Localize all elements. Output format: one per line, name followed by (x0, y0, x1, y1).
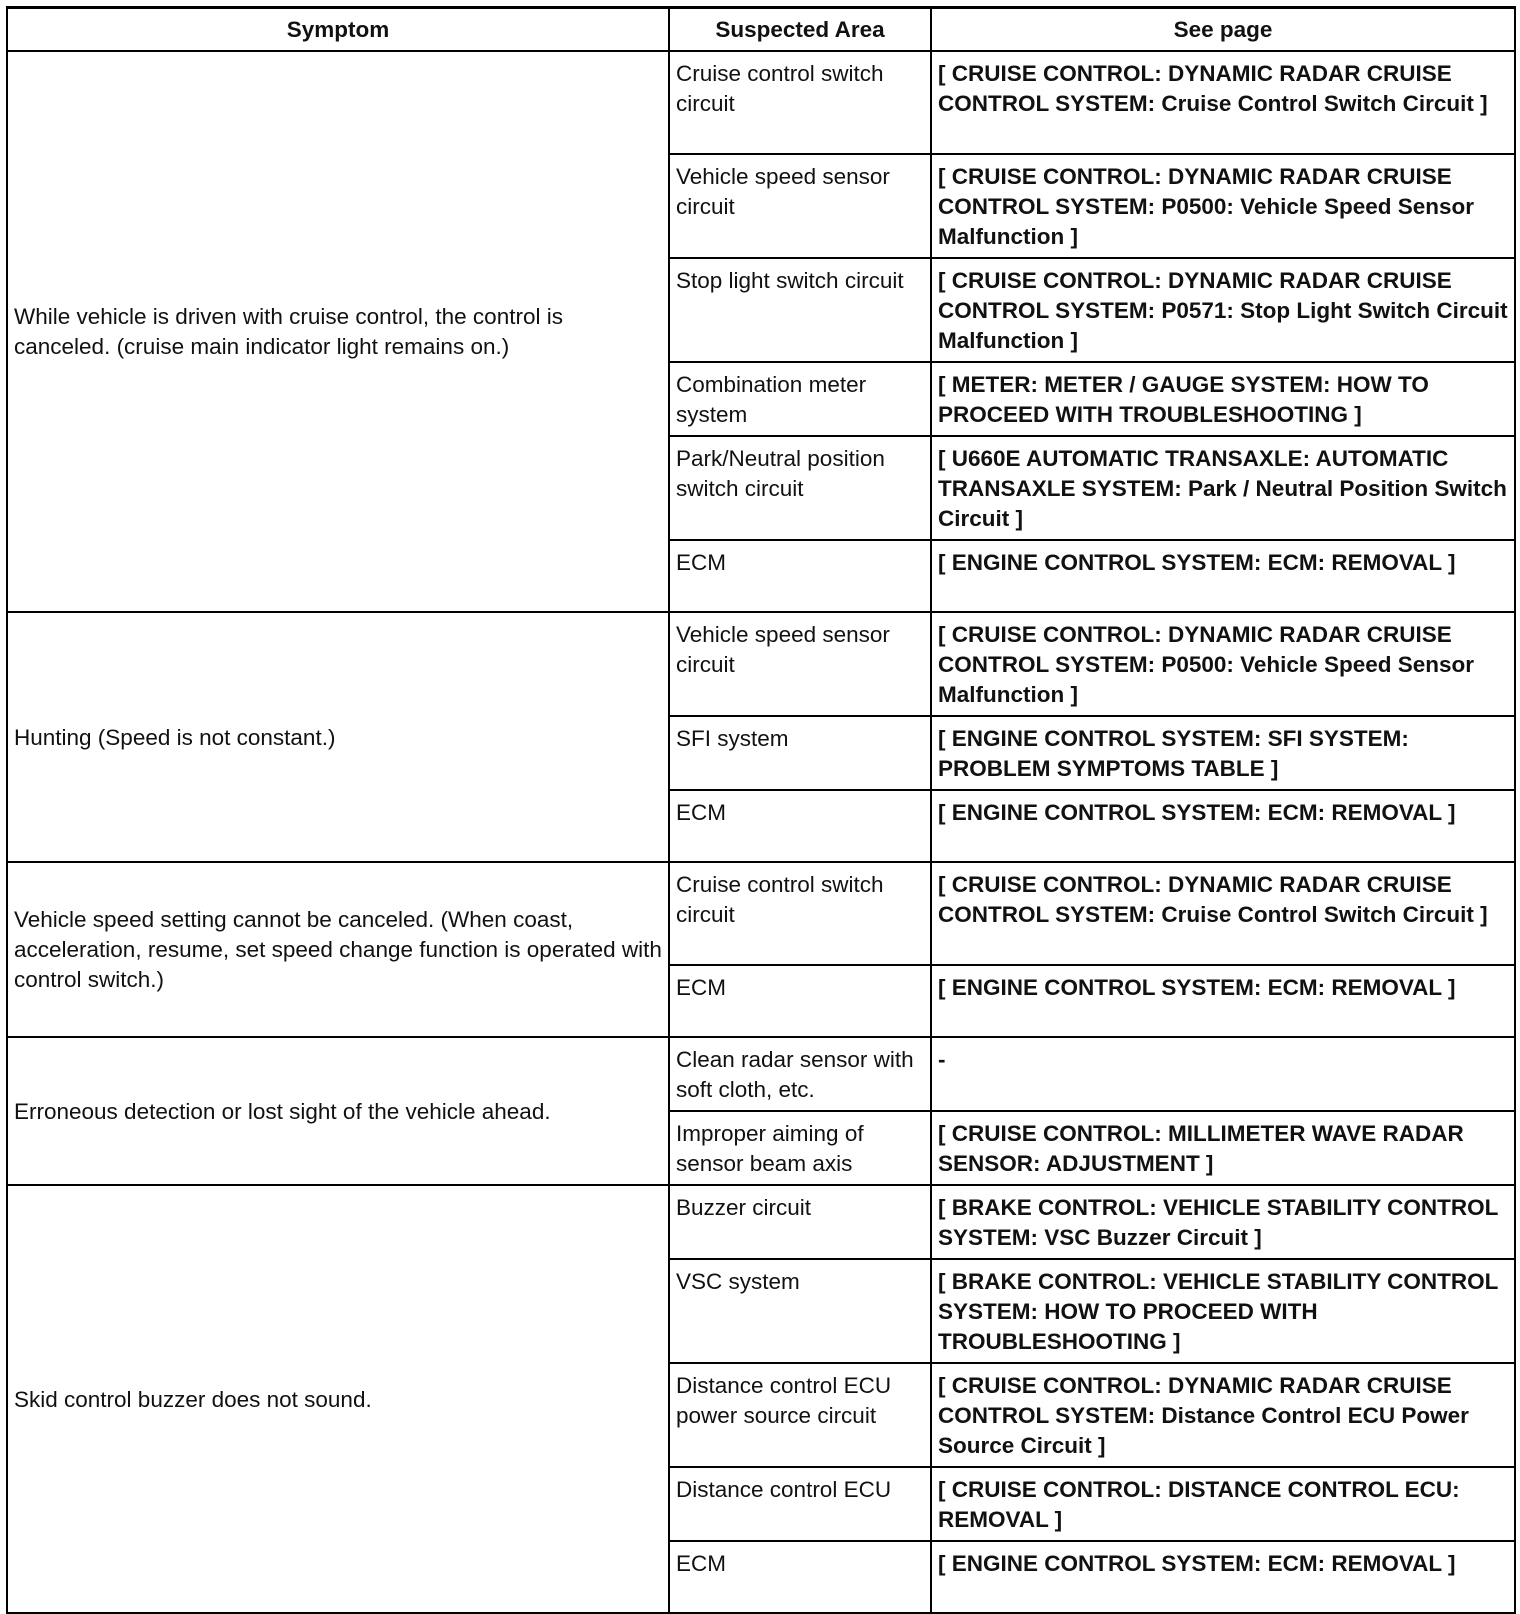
suspected-area-cell: VSC system (669, 1259, 931, 1363)
see-page-cell: [ METER: METER / GAUGE SYSTEM: HOW TO PROCEED WITH TROUBLESHOOTING ] (931, 362, 1515, 436)
see-page-cell: [ BRAKE CONTROL: VEHICLE STABILITY CONTROL SYSTEM: VSC Buzzer Circuit ] (931, 1185, 1515, 1259)
header-row (7, 8, 1515, 51)
problem-symptoms-table (6, 6, 1516, 1614)
suspected-area-cell: ECM (669, 790, 931, 862)
suspected-area-cell: Distance control ECU power source circuit (669, 1363, 931, 1467)
see-page-cell: [ CRUISE CONTROL: DYNAMIC RADAR CRUISE CONTROL SYSTEM: Cruise Control Switch Circuit ] (931, 862, 1515, 965)
see-page-cell: [ ENGINE CONTROL SYSTEM: ECM: REMOVAL ] (931, 965, 1515, 1037)
see-page-cell: [ CRUISE CONTROL: DYNAMIC RADAR CRUISE CONTROL SYSTEM: Cruise Control Switch Circuit ] (931, 51, 1515, 154)
symptom-cell: Hunting (Speed is not constant.) (7, 612, 669, 862)
symptom-cell: Vehicle speed setting cannot be canceled. (When coast, acceleration, resume, set speed change function is operated with control switch.) (7, 862, 669, 1037)
suspected-area-cell: SFI system (669, 716, 931, 790)
suspected-area-cell: ECM (669, 540, 931, 612)
table-row (7, 612, 1515, 716)
suspected-area-cell: Distance control ECU (669, 1467, 931, 1541)
see-page-cell: [ U660E AUTOMATIC TRANSAXLE: AUTOMATIC TRANSAXLE SYSTEM: Park / Neutral Position Switch Circuit ] (931, 436, 1515, 540)
suspected-area-cell: Cruise control switch circuit (669, 862, 931, 965)
suspected-area-cell: Cruise control switch circuit (669, 51, 931, 154)
suspected-area-cell: Vehicle speed sensor circuit (669, 612, 931, 716)
table-row (7, 1037, 1515, 1111)
see-page-cell: [ ENGINE CONTROL SYSTEM: ECM: REMOVAL ] (931, 1541, 1515, 1613)
suspected-area-cell: Park/Neutral position switch circuit (669, 436, 931, 540)
suspected-area-cell: ECM (669, 965, 931, 1037)
header-see-page: See page (931, 8, 1515, 51)
suspected-area-cell: Vehicle speed sensor circuit (669, 154, 931, 258)
see-page-cell: [ ENGINE CONTROL SYSTEM: ECM: REMOVAL ] (931, 790, 1515, 862)
symptom-cell: Skid control buzzer does not sound. (7, 1185, 669, 1613)
see-page-cell: [ CRUISE CONTROL: DYNAMIC RADAR CRUISE CONTROL SYSTEM: P0571: Stop Light Switch Circuit Malfunction ] (931, 258, 1515, 362)
suspected-area-cell: Buzzer circuit (669, 1185, 931, 1259)
suspected-area-cell: Stop light switch circuit (669, 258, 931, 362)
see-page-cell: [ CRUISE CONTROL: DYNAMIC RADAR CRUISE CONTROL SYSTEM: P0500: Vehicle Speed Sensor Malfunction ] (931, 154, 1515, 258)
table-row (7, 51, 1515, 154)
header-symptom: Symptom (7, 8, 669, 51)
see-page-cell: [ CRUISE CONTROL: DYNAMIC RADAR CRUISE CONTROL SYSTEM: P0500: Vehicle Speed Sensor Malfunction ] (931, 612, 1515, 716)
see-page-cell: [ CRUISE CONTROL: DISTANCE CONTROL ECU: REMOVAL ] (931, 1467, 1515, 1541)
see-page-cell: [ CRUISE CONTROL: DYNAMIC RADAR CRUISE CONTROL SYSTEM: Distance Control ECU Power Source Circuit ] (931, 1363, 1515, 1467)
see-page-cell: [ CRUISE CONTROL: MILLIMETER WAVE RADAR SENSOR: ADJUSTMENT ] (931, 1111, 1515, 1185)
see-page-cell: [ ENGINE CONTROL SYSTEM: SFI SYSTEM: PROBLEM SYMPTOMS TABLE ] (931, 716, 1515, 790)
see-page-cell: [ ENGINE CONTROL SYSTEM: ECM: REMOVAL ] (931, 540, 1515, 612)
table-row (7, 862, 1515, 965)
symptom-cell: Erroneous detection or lost sight of the vehicle ahead. (7, 1037, 669, 1185)
suspected-area-cell: Combination meter system (669, 362, 931, 436)
symptom-cell: While vehicle is driven with cruise control, the control is canceled. (cruise main indicator light remains on.) (7, 51, 669, 612)
suspected-area-cell: ECM (669, 1541, 931, 1613)
see-page-cell: [ BRAKE CONTROL: VEHICLE STABILITY CONTROL SYSTEM: HOW TO PROCEED WITH TROUBLESHOOTING ] (931, 1259, 1515, 1363)
suspected-area-cell: Improper aiming of sensor beam axis (669, 1111, 931, 1185)
see-page-cell: - (931, 1037, 1515, 1111)
table-row (7, 1185, 1515, 1259)
suspected-area-cell: Clean radar sensor with soft cloth, etc. (669, 1037, 931, 1111)
header-suspected-area: Suspected Area (669, 8, 931, 51)
